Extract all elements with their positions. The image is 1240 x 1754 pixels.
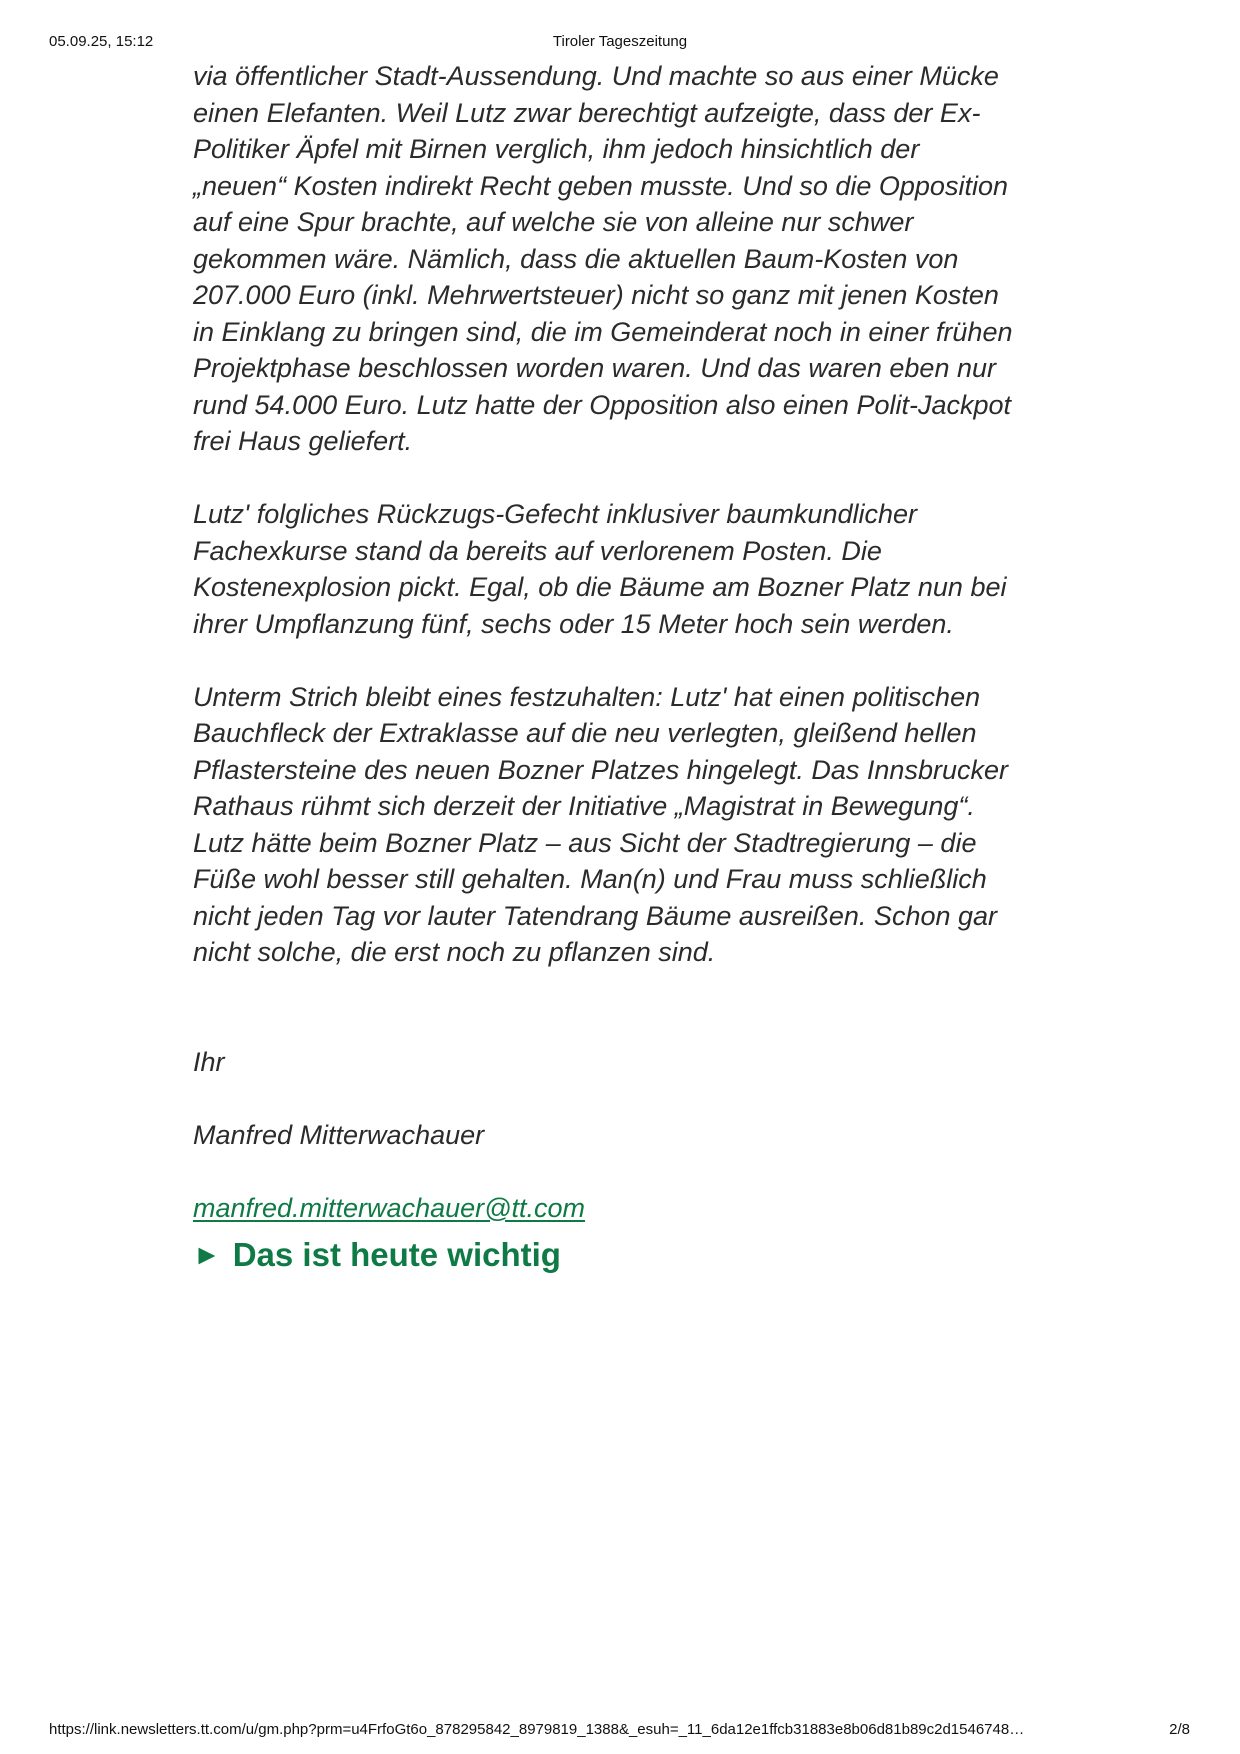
- play-arrow-icon: ►: [193, 1239, 221, 1270]
- print-footer-page-number: 2/8: [1169, 1721, 1190, 1738]
- article-paragraph-1: via öffentlicher Stadt-Aussendung. Und machte so aus einer Mücke einen Elefanten. Weil Lutz zwar berechtigt aufzeigte, dass der Ex- Politiker Äpfel mit Birnen verglich, ihm jedoch hinsichtlich der „neuen“ Kosten indirekt Recht geben musste. Und so die Opposition auf eine Spur brachte, auf welche sie von alleine nur schwer gekommen wäre. Nämlich, dass die aktuellen Baum-Kosten von 207.000 Euro (inkl. Mehrwertsteuer) nicht so ganz mit jenen Kosten in Einklang zu bringen sind, die im Gemeinderat noch in einer frühen Projektphase beschlossen worden waren. Und das waren eben nur rund 54.000 Euro. Lutz hatte der Opposition also einen Polit-Jackpot frei Haus geliefert.: [193, 61, 1013, 456]
- article-paragraph-3: Unterm Strich bleibt eines festzuhalten: Lutz' hat einen politischen Bauchfleck der Extraklasse auf die neu verlegten, gleißend hellen Pflastersteine des neuen Bozner Platzes hingelegt. Das Innsbrucker Rathaus rühmt sich derzeit der Initiative „Magistrat in Bewegung“. Lutz hätte beim Bozner Platz – aus Sicht der Stadtregierung – die Füße wohl besser still gehalten. Man(n) und Frau muss schließlich nicht jeden Tag vor lauter Tatendrang Bäume ausreißen. Schon gar nicht solche, die erst noch zu pflanzen sind.: [193, 681, 1008, 967]
- article-body: [193, 58, 1073, 1226]
- section-heading-text: Das ist heute wichtig: [232, 1236, 561, 1273]
- signature-greeting: Ihr: [193, 1046, 225, 1077]
- print-header-title: Tiroler Tageszeitung: [552, 33, 688, 50]
- signature: [193, 1007, 1073, 1226]
- author-email-link[interactable]: manfred.mitterwachauer@tt.com: [193, 1192, 586, 1223]
- print-footer-url: https://link.newsletters.tt.com/u/gm.php?prm=u4FrfoGt6o_878295842_8979819_1388&_esuh=_11_6da12e1ffcb31883e8b06d81b89c2d1546748…: [49, 1721, 1025, 1738]
- article-paragraph-2: Lutz' folgliches Rückzugs-Gefecht inklusiver baumkundlicher Fachexkurse stand da bereits auf verlorenem Posten. Die Kostenexplosion pickt. Egal, ob die Bäume am Bozner Platz nun bei ihrer Umpflanzung fünf, sechs oder 15 Meter hoch sein werden.: [193, 499, 1007, 639]
- print-header-datetime: 05.09.25, 15:12: [49, 33, 154, 50]
- signature-author: Manfred Mitterwachauer: [193, 1119, 485, 1150]
- section-heading: [193, 1236, 561, 1274]
